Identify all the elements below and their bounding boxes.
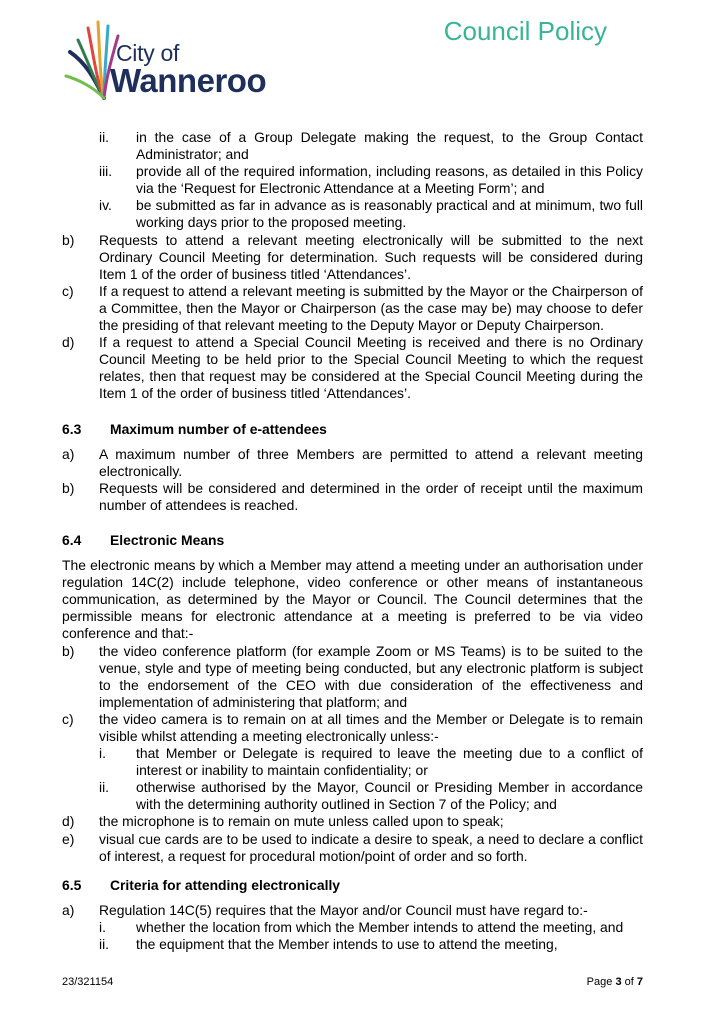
list-text: the equipment that the Member intends to use to attend the meeting, [136,936,558,953]
list-item [62,919,643,936]
list-text: Regulation 14C(5) requires that the Mayor and/or Council must have regard to:- [99,901,588,918]
section-number: 6.5 [62,876,82,893]
list-marker: ii. [99,936,110,953]
list-text: that Member or Delegate is required to leave the meeting due to a conflict of interest or inability to maintain confidentiality; or [136,745,643,779]
list-text: whether the location from which the Member intends to attend the meeting, and [136,918,624,935]
list-text: Requests to attend a relevant meeting electronically will be submitted to the next Ordinary Council Meeting for determination. Such requests will be considered during Item 1 of the order of business titled ‘Attendances’. [99,231,643,282]
list-marker: d) [62,334,75,351]
footer-document-reference: 23/321154 [62,976,114,988]
list-text: If a request to attend a relevant meeting is submitted by the Mayor or the Chairperson of a Committee, then the Mayor or Chairperson (as the case may be) may choose to defer the presiding of that relevant meeting to the Deputy Mayor or Deputy Chairperson. [99,282,643,334]
list-text: otherwise authorised by the Mayor, Council or Presiding Member in accordance with the determining authority outlined in Section 7 of the Policy; and [136,779,643,813]
section-heading-6-4 [62,532,643,549]
list-item [62,779,643,813]
list-item [62,643,643,711]
city-logo [64,18,294,102]
list-item [62,197,643,231]
list-marker: i. [99,918,106,935]
list-marker: e) [62,830,75,847]
list-marker: iv. [99,197,112,214]
section-number: 6.3 [62,420,82,437]
list-text: in the case of a Group Delegate making the request, to the Group Contact Administrator; and [136,129,643,163]
list-text: provide all of the required information, including reasons, as detailed in this Policy via the ‘Request for Electronic Attendance at a Meeting Form’; and [136,163,643,197]
list-item [62,831,643,865]
list-marker: b) [62,231,75,248]
list-marker: c) [62,282,74,299]
document-body [62,129,643,953]
section-title: Maximum number of e-attendees [110,420,327,437]
list-item [62,129,643,163]
list-marker: ii. [99,129,110,145]
list-item [62,334,643,402]
list-marker: a) [62,901,75,918]
list-text: the video conference platform (for example Zoom or MS Teams) is to be suited to the venue, style and type of meeting being conducted, but any electronic platform is subject to the endorsement of the CEO with due consideration of the effectiveness and implementation of administering that platform; and [99,642,643,710]
page-current: 3 [615,976,622,988]
section-title: Electronic Means [110,531,225,548]
page-title: Council Policy [443,16,607,46]
page-prefix: Page [586,976,613,988]
list-item [62,480,643,514]
list-item [62,902,643,919]
list-item [62,283,643,334]
list-marker: i. [99,745,106,762]
list-text: Requests will be considered and determined in the order of receipt until the maximum number of attendees is reached. [99,479,643,513]
footer-page-number [587,976,643,988]
list-text: If a request to attend a Special Council Meeting is received and there is no Ordinary Council Meeting to be held prior to the Special Council Meeting to which the request relates, then that request may be considered at the Special Council Meeting during the Item 1 of the order of business titled ‘Attendances’. [99,334,643,402]
list-item [62,813,643,830]
list-text: A maximum number of three Members are permitted to attend a relevant meeting electronically. [99,445,643,479]
list-marker: d) [62,813,75,830]
list-text: the microphone is to remain on mute unless called upon to speak; [99,813,504,830]
page-total: 7 [636,976,643,988]
logo-text-city-of: City of [116,40,180,66]
page-of: of [624,976,634,988]
list-text: the video camera is to remain on at all times and the Member or Delegate is to remain visible whilst attending a meeting electronically unless:- [99,710,643,744]
section-number: 6.4 [62,531,82,548]
list-text: be submitted as far in advance as is reasonably practical and at minimum, two full working days prior to the proposed meeting. [136,197,643,231]
logo-text-wanneroo: Wanneroo [110,62,267,99]
list-item [62,745,643,779]
list-marker: a) [62,445,75,462]
section-intro: The electronic means by which a Member may attend a meeting under an authorisation under regulation 14C(2) include telephone, video conference or other means of instantaneous communication, as determined by the Mayor or Council. The Council determines that the permissible means for electronic attendance at a meeting is preferred to be via video conference and that:- [62,557,643,642]
list-item [62,446,643,480]
list-item [62,232,643,283]
section-title: Criteria for attending electronically [110,876,341,893]
list-item [62,163,643,197]
section-heading-6-5 [62,877,643,894]
list-marker: iii. [99,163,113,180]
list-item [62,936,643,953]
list-item [62,711,643,745]
list-marker: c) [62,710,74,727]
list-marker: b) [62,479,75,496]
list-text: visual cue cards are to be used to indicate a desire to speak, a need to declare a conflict of interest, a request for procedural motion/point of order and so forth. [99,830,643,864]
section-heading-6-3 [62,421,643,438]
list-marker: ii. [99,779,110,796]
list-marker: b) [62,642,75,659]
